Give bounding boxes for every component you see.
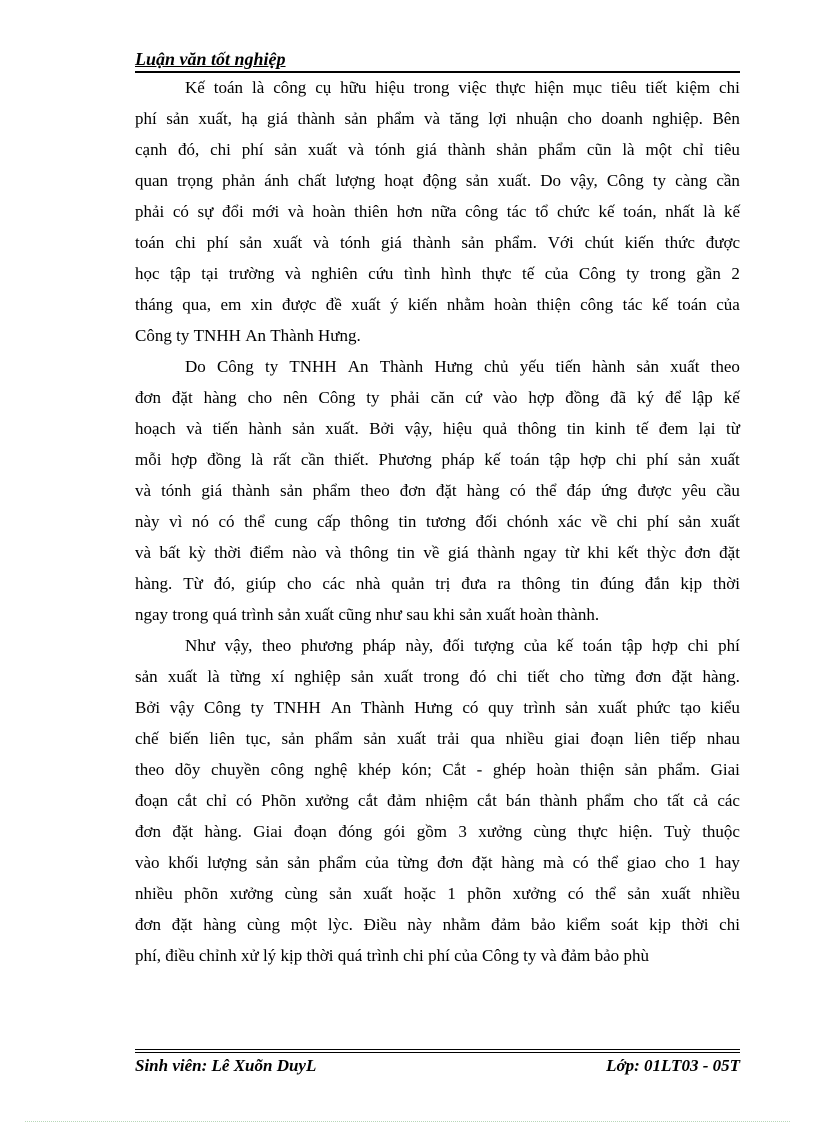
- text-line: theo dõy chuyền công nghệ khép kón; Cắt - ghép hoàn thiện sản phẩm. Giai: [135, 760, 740, 779]
- text-line: mỗi hợp đồng là rất cần thiết. Phương pháp kế toán tập hợp chi phí sản xuất: [135, 450, 740, 469]
- text-line: quan trọng phản ánh chất lượng hoạt động sản xuất. Do vậy, Công ty càng cần: [135, 171, 740, 190]
- document-body: [135, 72, 740, 971]
- text-line: Do Công ty TNHH An Thành Hưng chủ yếu tiến hành sản xuất theo: [185, 357, 740, 376]
- text-line: và bất kỳ thời điểm nào và thông tin về giá thành ngay từ khi kết thỳc đơn đặt: [135, 543, 740, 562]
- text-line: hoạch và tiến hành sản xuất. Bởi vậy, hiệu quả thông tin kinh tế đem lại từ: [135, 419, 740, 438]
- page-header: [135, 47, 740, 73]
- text-line: và tónh giá thành sản phẩm theo đơn đặt hàng có thể đáp ứng được yêu cầu: [135, 481, 740, 500]
- text-line: nhiều phõn xưởng cùng sản xuất hoặc 1 phõn xưởng có thể sản xuất nhiều: [135, 884, 740, 903]
- text-line: này vì nó có thể cung cấp thông tin tương đối chónh xác về chi phí sản xuất: [135, 512, 740, 531]
- text-line: đơn đặt hàng. Giai đoạn đóng gói gồm 3 xưởng cùng thực hiện. Tuỳ thuộc: [135, 822, 740, 841]
- class-code: Lớp: 01LT03 - 05T: [606, 1056, 740, 1075]
- text-line: Kế toán là công cụ hữu hiệu trong việc thực hiện mục tiêu tiết kiệm chi: [185, 78, 740, 97]
- text-line: Công ty TNHH An Thành Hưng.: [135, 326, 361, 345]
- student-name: Sinh viên: Lê Xuõn DuyL: [135, 1056, 317, 1075]
- text-line: Bởi vậy Công ty TNHH An Thành Hưng có quy trình sản xuất phức tạo kiểu: [135, 698, 740, 717]
- document-title: Luận văn tốt nghiệp: [135, 49, 286, 69]
- footer-divider: [135, 1049, 740, 1053]
- text-line: học tập tại trường và nghiên cứu tình hình thực tế của Công ty trong gần 2: [135, 264, 740, 283]
- page-footer: [135, 1055, 740, 1077]
- text-line: tháng qua, em xin được đề xuất ý kiến nhằm hoàn thiện công tác kế toán của: [135, 295, 740, 314]
- text-line: cạnh đó, chi phí sản xuất và tónh giá thành shản phẩm cũn là một chỉ tiêu: [135, 140, 740, 159]
- text-line: đoạn cắt chỉ có Phõn xưởng cắt đảm nhiệm cắt bán thành phẩm cho tất cả các: [135, 791, 740, 810]
- text-line: vào khối lượng sản sản phẩm của từng đơn đặt hàng mà có thể giao cho 1 hay: [135, 853, 740, 872]
- text-line: toán chi phí sản xuất và tónh giá thành sản phẩm. Với chút kiến thức được: [135, 233, 740, 252]
- paragraph-3: [135, 630, 740, 971]
- text-line: phí, điều chỉnh xử lý kịp thời quá trình chi phí của Công ty và đảm bảo phù: [135, 946, 649, 965]
- paragraph-2: [135, 351, 740, 630]
- page-edge-divider: [25, 1121, 790, 1122]
- text-line: sản xuất là từng xí nghiệp sản xuất trong đó chi tiết cho từng đơn đặt hàng.: [135, 667, 740, 686]
- text-line: đơn đặt hàng cùng một lỳc. Điều này nhằm đảm bảo kiểm soát kịp thời chi: [135, 915, 740, 934]
- text-line: phải có sự đổi mới và hoàn thiên hơn nữa công tác tổ chức kế toán, nhất là kế: [135, 202, 740, 221]
- text-line: hàng. Từ đó, giúp cho các nhà quản trị đưa ra thông tin đúng đắn kịp thời: [135, 574, 740, 593]
- text-line: chế biến liên tục, sản phẩm sản xuất trải qua nhiều giai đoạn liên tiếp nhau: [135, 729, 740, 748]
- text-line: Như vậy, theo phương pháp này, đối tượng của kế toán tập hợp chi phí: [185, 636, 740, 655]
- text-line: ngay trong quá trình sản xuất cũng như sau khi sản xuất hoàn thành.: [135, 605, 600, 624]
- text-line: phí sản xuất, hạ giá thành sản phẩm và tăng lợi nhuận cho doanh nghiệp. Bên: [135, 109, 740, 128]
- paragraph-1: [135, 72, 740, 351]
- text-line: đơn đặt hàng cho nên Công ty phải căn cứ vào hợp đồng đã ký để lập kế: [135, 388, 740, 407]
